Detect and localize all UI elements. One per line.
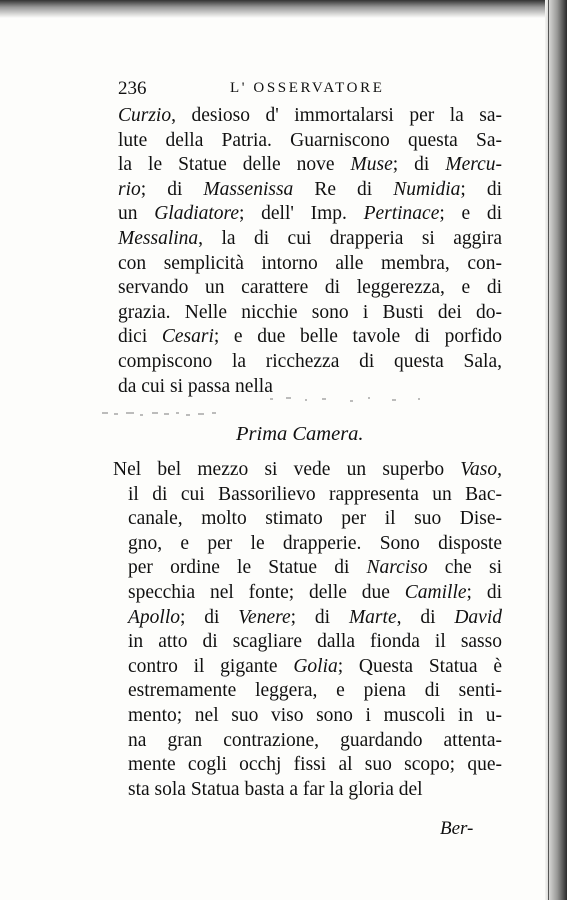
running-head bbox=[118, 78, 423, 102]
italic-proper-name: Massenissa bbox=[203, 178, 294, 200]
text-run: ; e due belle tavole di porfido bbox=[213, 326, 502, 348]
text-line bbox=[118, 177, 502, 203]
text-run: , di bbox=[396, 606, 455, 628]
text-run: compiscono la ricchezza di questa Sala, bbox=[118, 351, 502, 372]
text-run: contro il gigante bbox=[128, 655, 294, 677]
text-line bbox=[118, 324, 502, 350]
text-line bbox=[118, 103, 502, 129]
italic-proper-name: Venere bbox=[238, 606, 291, 628]
text-line bbox=[118, 275, 502, 301]
text-run: specchia nel fonte; delle due bbox=[128, 582, 405, 603]
text-run: ; e di bbox=[439, 203, 502, 225]
italic-proper-name: Messalina bbox=[118, 228, 199, 249]
text-line bbox=[128, 580, 502, 606]
text-run: grazia. Nelle nicchie sono i Busti dei do- bbox=[118, 301, 502, 323]
text-run: gno, e per le drapperie. Sono disposte bbox=[128, 532, 502, 554]
italic-proper-name: Mercu- bbox=[445, 154, 502, 176]
text-run: , bbox=[497, 459, 502, 480]
text-run: che si bbox=[427, 557, 502, 579]
text-line bbox=[118, 251, 502, 277]
text-line bbox=[118, 152, 502, 178]
text-run: ; dell' Imp. bbox=[239, 203, 364, 225]
italic-proper-name: Numidia bbox=[393, 178, 461, 200]
text-line bbox=[128, 629, 502, 655]
italic-proper-name: Golia bbox=[293, 655, 338, 677]
italic-proper-name: Apollo bbox=[128, 606, 180, 628]
text-run: ; di bbox=[290, 606, 349, 628]
text-line bbox=[128, 605, 502, 631]
text-run: sta sola Statua basta a far la gloria del bbox=[128, 778, 423, 800]
text-line bbox=[128, 728, 502, 754]
italic-proper-name: Curzio bbox=[118, 105, 172, 126]
italic-proper-name: rio bbox=[118, 178, 141, 200]
catchword: Ber- bbox=[440, 818, 474, 839]
italic-proper-name: Camille bbox=[404, 582, 467, 603]
page-number: 236 bbox=[118, 78, 147, 99]
text-run: ; di bbox=[392, 154, 446, 176]
text-run: , la di cui drapperia si aggira bbox=[198, 228, 502, 249]
text-line bbox=[118, 128, 502, 154]
italic-proper-name: Vaso bbox=[460, 459, 498, 480]
text-run: Re di bbox=[293, 178, 394, 200]
text-run: Nel bel mezzo si vede un superbo bbox=[113, 459, 461, 480]
text-run: estremamente leggera, e piena di senti- bbox=[128, 680, 502, 702]
text-run: ; di bbox=[460, 178, 502, 200]
text-run: un bbox=[118, 203, 155, 225]
italic-proper-name: Marte bbox=[348, 606, 397, 628]
text-line bbox=[128, 482, 502, 508]
running-head-title: L' OSSERVATORE bbox=[230, 80, 385, 96]
text-line bbox=[128, 654, 502, 680]
italic-proper-name: Gladiatore bbox=[154, 203, 240, 225]
text-run: mente cogli occhj fissi al suo scopo; que- bbox=[128, 754, 502, 776]
text-line bbox=[128, 555, 502, 581]
italic-proper-name: Muse bbox=[350, 154, 393, 176]
text-run: per ordine le Statue di bbox=[128, 557, 367, 579]
text-line bbox=[128, 752, 502, 778]
text-run: canale, molto stimato per il suo Dise- bbox=[128, 508, 502, 530]
text-line bbox=[118, 226, 502, 252]
scan-top-edge bbox=[0, 0, 545, 18]
page-edge bbox=[548, 0, 549, 900]
text-run: in atto di scagliare dalla fionda il sasso bbox=[128, 631, 502, 653]
text-line bbox=[128, 777, 423, 803]
text-line bbox=[128, 531, 502, 557]
text-run: ; di bbox=[466, 582, 502, 603]
section-heading: Prima Camera. bbox=[236, 423, 364, 445]
text-run: servando un carattere di leggerezza, e di bbox=[118, 277, 502, 299]
text-line bbox=[128, 678, 502, 704]
text-line bbox=[118, 349, 502, 375]
text-run: , desioso d' immortalarsi per la sa- bbox=[171, 105, 502, 126]
text-run: da cui si passa nella bbox=[118, 375, 273, 397]
text-run: la le Statue delle nove bbox=[118, 154, 351, 176]
text-run: ; Questa Statua è bbox=[337, 655, 502, 677]
show-through-bleed bbox=[100, 394, 460, 424]
text-run: mento; nel suo viso sono i muscoli in u- bbox=[128, 705, 502, 726]
text-line bbox=[118, 300, 502, 326]
text-run: na gran contrazione, guardando attenta- bbox=[128, 729, 502, 751]
text-line bbox=[118, 201, 502, 227]
text-line bbox=[128, 506, 502, 532]
text-run: con semplicità intorno alle membra, con- bbox=[118, 252, 502, 274]
italic-proper-name: Cesari bbox=[161, 326, 214, 348]
text-line bbox=[128, 703, 502, 729]
text-line bbox=[113, 457, 502, 483]
text-run: ; di bbox=[140, 178, 204, 200]
text-run: il di cui Bassorilievo rappresenta un Bac- bbox=[128, 483, 502, 505]
text-run: dici bbox=[118, 326, 162, 348]
text-run: lute della Patria. Guarniscono questa Sa- bbox=[118, 129, 502, 151]
text-run: ; di bbox=[180, 606, 239, 628]
italic-proper-name: Narciso bbox=[366, 557, 428, 579]
italic-proper-name: David bbox=[454, 606, 502, 628]
italic-proper-name: Pertinace bbox=[363, 203, 440, 225]
